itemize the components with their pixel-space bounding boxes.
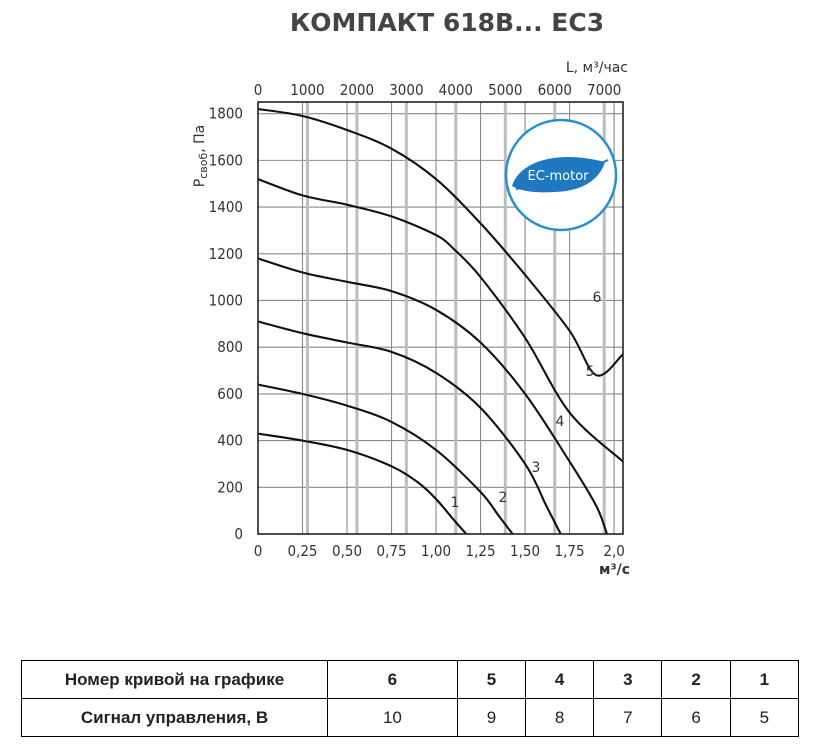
ec-motor-badge [506, 120, 616, 230]
table-cell: 4 [526, 661, 594, 699]
y-tick-label: 1000 [208, 291, 243, 310]
table-cell: 9 [457, 699, 525, 737]
row-header-curve-number: Номер кривой на графике [22, 661, 328, 699]
y-tick-label: 1800 [208, 104, 243, 123]
x-tick-label: 0,50 [332, 542, 363, 560]
curve-label: 3 [531, 460, 541, 476]
x2-tick-label: 2000 [339, 81, 375, 99]
table-cell: 3 [594, 661, 662, 699]
table-cell: 6 [662, 699, 730, 737]
table-cell: 8 [526, 699, 594, 737]
x2-tick-label: 7000 [587, 81, 622, 99]
x-tick-label: 0 [253, 542, 263, 560]
y-tick-label: 400 [217, 431, 243, 450]
x-tick-label: 1,00 [421, 542, 452, 560]
table-cell: 2 [662, 661, 730, 699]
curve-label: 2 [498, 490, 508, 506]
x-axis-label: м³/с [599, 562, 630, 578]
x2-tick-label: 0 [253, 81, 263, 99]
y-tick-label: 1600 [208, 151, 243, 170]
x-tick-label: 0,75 [376, 542, 407, 560]
x2-tick-label: 5000 [488, 81, 523, 99]
table-cell: 5 [457, 661, 525, 699]
y-tick-label: 200 [217, 478, 243, 497]
table-cell: 7 [594, 699, 662, 737]
y-tick-label: 1200 [208, 244, 243, 263]
y-tick-label: 1400 [208, 198, 243, 217]
curve-3 [258, 322, 561, 535]
x-tick-label: 0,25 [287, 542, 318, 560]
chart-title: КОМПАКТ 618В... ЕС3 [289, 8, 605, 37]
curve-label: 5 [585, 364, 595, 380]
y-tick-label: 800 [217, 338, 243, 357]
x-tick-label: 1,25 [465, 542, 496, 560]
table-cell: 10 [328, 699, 458, 737]
x2-tick-label: 3000 [389, 81, 424, 99]
table-cell: 5 [730, 699, 798, 737]
x2-axis-label: L, м³/час [565, 60, 628, 76]
table-row [22, 699, 799, 737]
x2-tick-label: 1000 [290, 81, 325, 99]
curve-signal-table [21, 660, 799, 737]
x-tick-label: 1,50 [510, 542, 541, 560]
table-row [22, 661, 799, 699]
x-tick-label: 1,75 [554, 542, 585, 560]
x2-tick-label: 4000 [438, 81, 474, 99]
x-tick-label: 2,0 [603, 542, 625, 560]
row-header-control-signal: Сигнал управления, В [22, 699, 328, 737]
curve-label: 4 [555, 414, 565, 430]
y-axis-label: $Р_{своб}$, Па [192, 124, 210, 188]
x2-tick-label: 6000 [537, 81, 572, 99]
curve-2 [258, 385, 513, 534]
table-cell: 6 [328, 661, 458, 699]
curve-label: 6 [592, 290, 602, 306]
y-tick-label: 0 [234, 525, 243, 543]
badge-label: EC-motor [527, 169, 589, 184]
curve-label: 1 [450, 495, 460, 511]
y-tick-label: 600 [217, 384, 243, 403]
table-cell: 1 [730, 661, 798, 699]
